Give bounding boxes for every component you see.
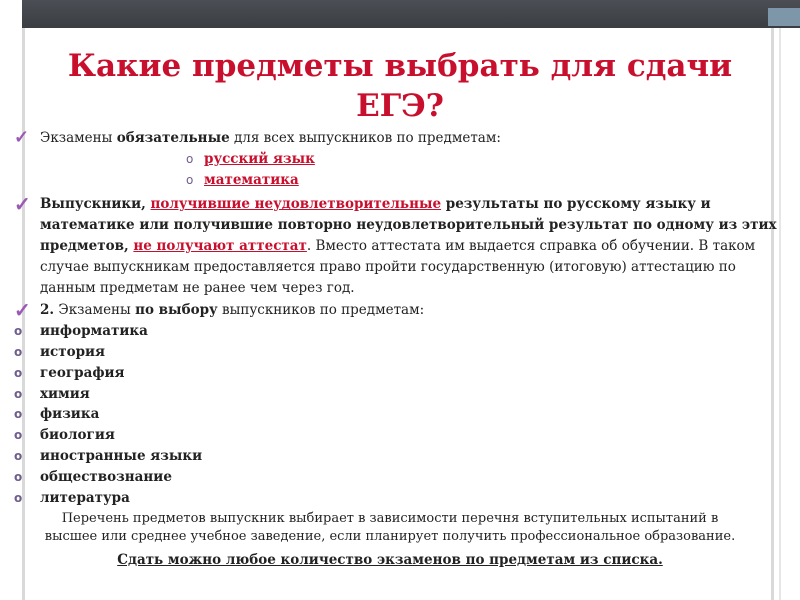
slide-content bbox=[0, 128, 780, 571]
circle-bullet-icon: o bbox=[14, 407, 23, 422]
circle-bullet-icon: o bbox=[186, 172, 194, 187]
mandatory-bold: обязательные bbox=[116, 130, 230, 146]
list-item bbox=[0, 321, 780, 342]
subject-link[interactable]: математика bbox=[204, 171, 299, 188]
list-item bbox=[0, 342, 780, 363]
subject-label: история bbox=[40, 343, 106, 360]
elective-post: выпускников по предметам: bbox=[217, 302, 425, 319]
list-item bbox=[0, 384, 780, 405]
header-bar bbox=[22, 0, 800, 28]
mandatory-pre: Экзамены bbox=[40, 130, 117, 146]
fail-consequences-paragraph bbox=[0, 194, 780, 298]
subject-label: география bbox=[40, 364, 125, 381]
mandatory-post: для всех выпускников по предметам: bbox=[229, 130, 501, 146]
list-item bbox=[0, 363, 780, 384]
fail-text-a: Выпускники, bbox=[40, 196, 151, 213]
checkmark-icon: ✓ bbox=[14, 192, 31, 217]
mandatory-exams-line bbox=[0, 128, 780, 149]
circle-bullet-icon: o bbox=[14, 324, 23, 339]
list-item bbox=[0, 446, 780, 467]
subject-label: информатика bbox=[40, 323, 148, 340]
circle-bullet-icon: o bbox=[14, 469, 23, 484]
page-title: Какие предметы выбрать для сдачи ЕГЭ? bbox=[67, 48, 733, 124]
final-note bbox=[0, 550, 780, 571]
list-item bbox=[0, 467, 780, 488]
list-item bbox=[0, 488, 780, 509]
circle-bullet-icon: o bbox=[14, 386, 23, 401]
subject-label: химия bbox=[40, 385, 90, 402]
circle-bullet-icon: o bbox=[14, 365, 23, 380]
circle-bullet-icon: o bbox=[14, 344, 23, 359]
subject-label: биология bbox=[40, 427, 115, 444]
subject-label: физика bbox=[40, 406, 100, 423]
fail-text-c: . Вместо аттестата им выдается справка об обучении. В таком случае выпускникам предоставляется право пройти государственную (итоговую) аттестацию по данным предметам не ранее чем через год. bbox=[40, 237, 756, 296]
circle-bullet-icon: o bbox=[14, 428, 23, 443]
elective-exams-line bbox=[0, 300, 780, 321]
subject-label: иностранные языки bbox=[40, 447, 203, 464]
list-item bbox=[0, 149, 780, 170]
subject-link[interactable]: русский язык bbox=[204, 150, 315, 167]
subject-label: литература bbox=[40, 489, 130, 506]
checkmark-icon: ✓ bbox=[14, 127, 30, 148]
fail-text-b: результаты по русскому языку и математике или получившие повторно неудовлетворительный результат по одному из этих предметов, bbox=[40, 196, 777, 254]
header-accent bbox=[768, 8, 800, 26]
list-item bbox=[0, 404, 780, 425]
elective-pre: Экзамены bbox=[54, 302, 136, 319]
footer-note: Перечень предметов выпускник выбирает в зависимости перечня вступительных испытаний в высшее или среднее учебное заведение, если планирует получить профессиональное образование. bbox=[44, 511, 736, 545]
circle-bullet-icon: o bbox=[186, 151, 194, 166]
fail-link-b[interactable]: не получают аттестат bbox=[133, 237, 307, 254]
checkmark-icon: ✓ bbox=[14, 298, 31, 323]
elective-bold: по выбору bbox=[135, 302, 218, 319]
circle-bullet-icon: o bbox=[14, 490, 23, 505]
list-item bbox=[0, 425, 780, 446]
subject-label: обществознание bbox=[40, 468, 172, 485]
fail-link-a[interactable]: получившие неудовлетворительные bbox=[150, 196, 442, 213]
circle-bullet-icon: o bbox=[14, 448, 23, 463]
elective-number: 2. bbox=[40, 302, 55, 319]
final-note-text: Сдать можно любое количество экзаменов по предметам из списка. bbox=[117, 552, 663, 569]
list-item bbox=[0, 170, 780, 191]
